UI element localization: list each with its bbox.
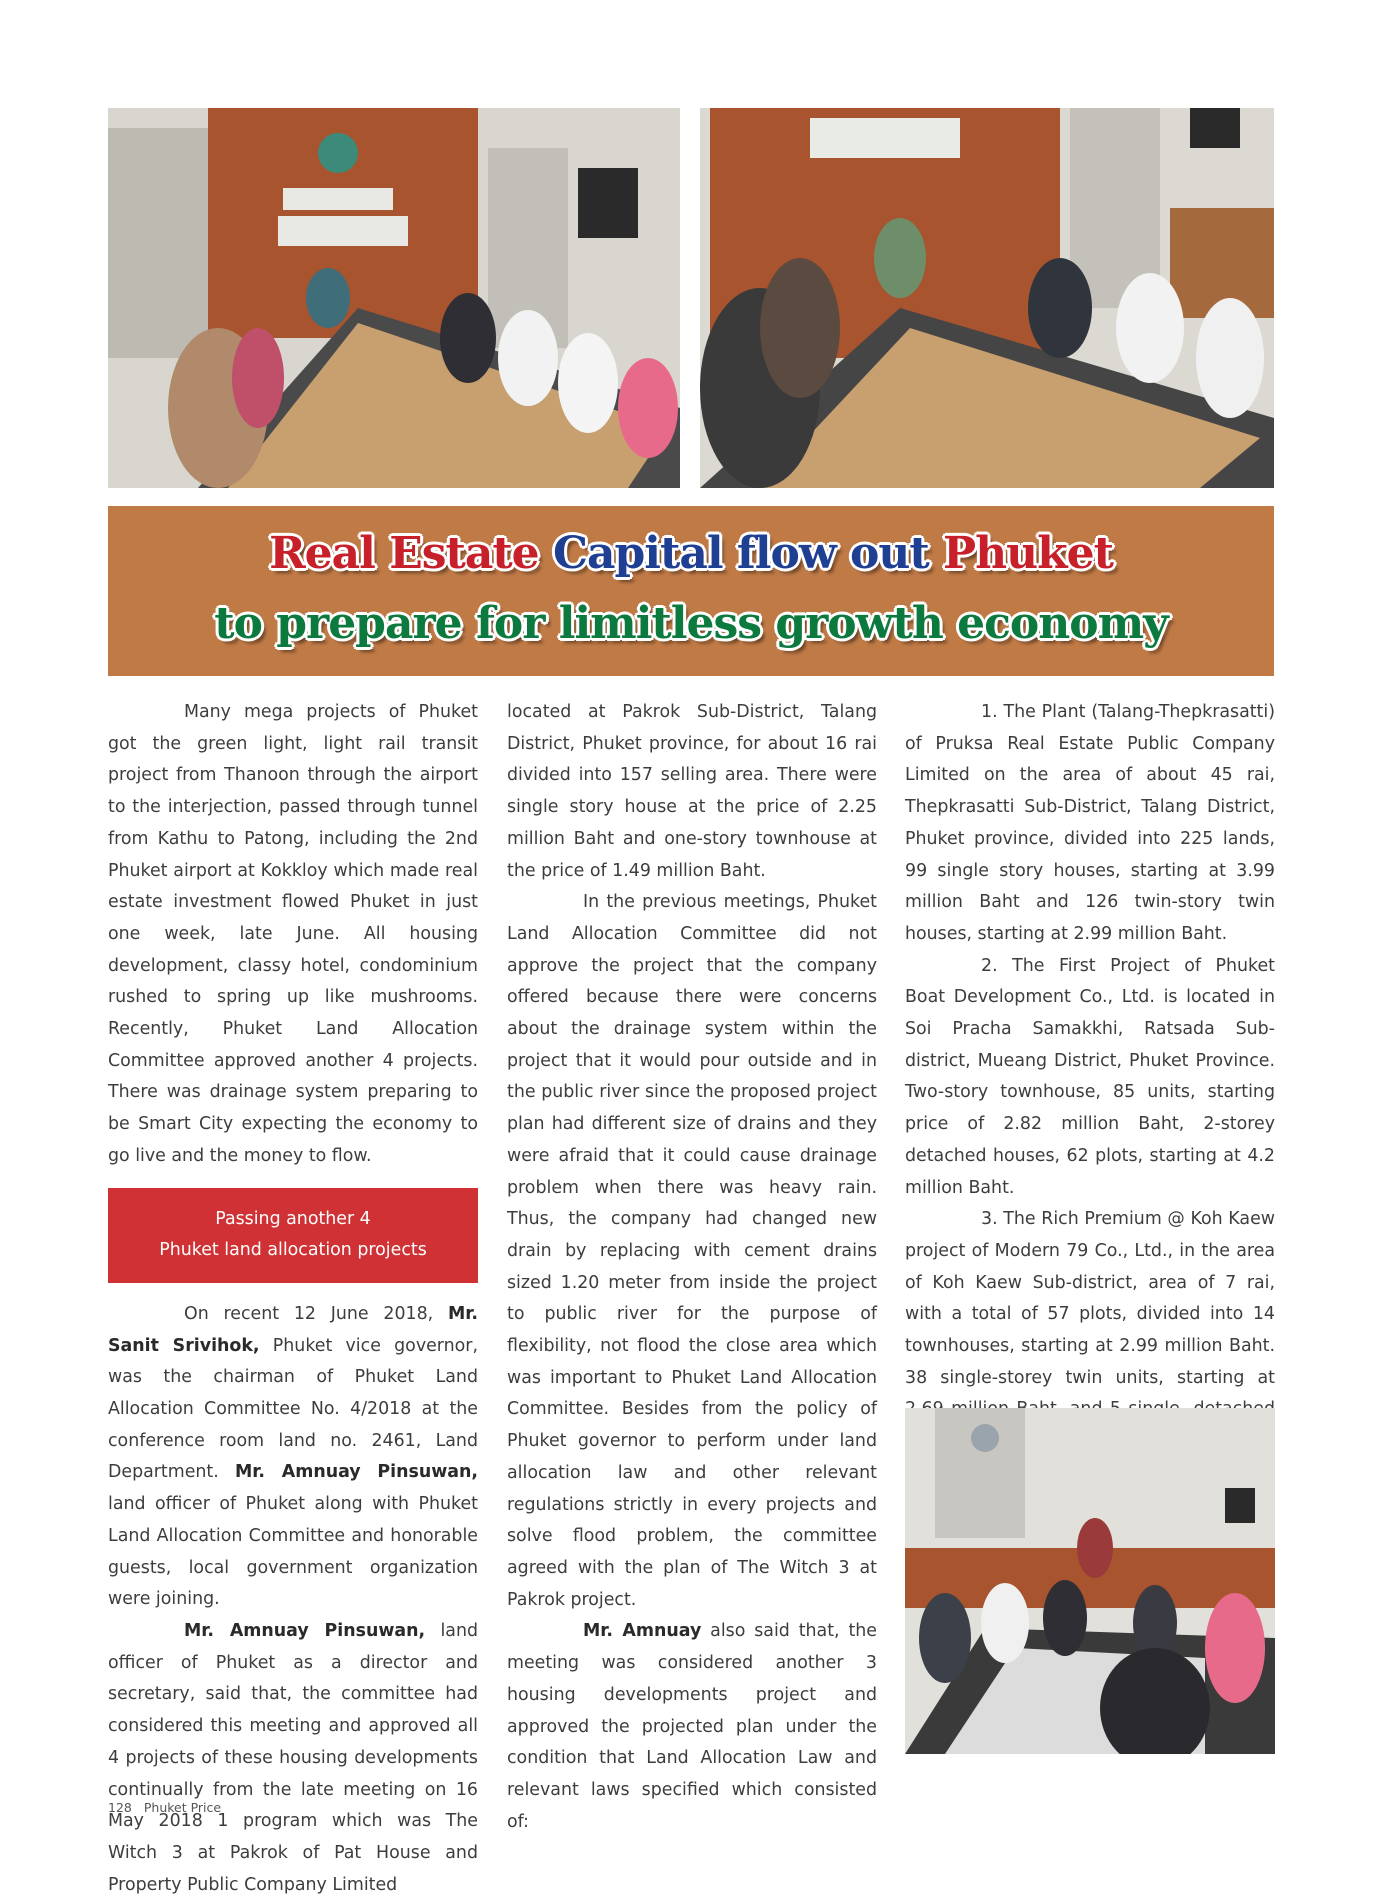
- title-banner: [108, 506, 1274, 676]
- article-column-1: [108, 697, 478, 1901]
- col1-p2-text-b: Phuket vice governor, was the chairman of Phuket Land Allocation Committee No. 4/2018 at the conference room land no. 2461, Land Department.: [108, 1335, 478, 1483]
- title-word-real-estate: Real Estate: [269, 528, 553, 579]
- col1-p2-text-c: land officer of Phuket along with Phuket Land Allocation Committee and honorable guests, local government organization were joining.: [108, 1494, 478, 1610]
- col3-paragraph-1: 1. The Plant (Talang-Thepkrasatti) of Pruksa Real Estate Public Company Limited on the area of about 45 rai, Thepkrasatti Sub-District, Talang District, Phuket province, divided into 225 lands, 99 single story houses, starting at 3.99 million Baht and 126 twin-story twin houses, starting at 2.99 million Baht.: [905, 702, 1275, 944]
- col2-p3-text: also said that, the meeting was considered another 3 housing developments project and approved the projected plan under the condition that Land Allocation Law and relevant laws specified which consisted of:: [507, 1621, 877, 1832]
- person-name-amnuay-2: Mr. Amnuay Pinsuwan,: [184, 1620, 426, 1641]
- col1-paragraph-2: [108, 1299, 478, 1616]
- title-word-capital-flow-out: Capital flow out: [552, 528, 944, 579]
- title-word-phuket: Phuket: [943, 528, 1113, 579]
- person-name-amnuay: Mr. Amnuay Pinsuwan,: [235, 1462, 478, 1483]
- col2-paragraph-1: located at Pakrok Sub-District, Talang District, Phuket province, for about 16 rai divided into 157 selling area. There were single story house at the price of 2.25 million Baht and one-story townhouse at the price of 1.49 million Baht.: [507, 702, 877, 881]
- article-column-3: [905, 697, 1275, 1490]
- col2-paragraph-2: In the previous meetings, Phuket Land Allocation Committee did not approve the project that the company offered because there were concerns about the drainage system within the project that it would pour outside and in the public river since the proposed project plan had different size of drains and they were afraid that it could cause drainage problem when there was heavy rain. Thus, the company had changed new drain by replacing with cement drains sized 1.20 meter from inside the project to public river for the purpose of flexibility, not flood the close area which was important to Phuket Land Allocation Committee. Besides from the policy of Phuket governor to perform under land allocation law and other relevant regulations strictly in every projects and solve flood problem, the committee agreed with the plan of The Witch 3 at Pakrok project.: [507, 892, 877, 1610]
- person-name-sanit: Mr. Sanit Srivihok,: [108, 1303, 478, 1356]
- col3-paragraph-2: 2. The First Project of Phuket Boat Development Co., Ltd. is located in Soi Pracha Samakkhi, Ratsada Sub-district, Mueang District, Phuket Province. Two-story townhouse, 85 units, starting price of 2.82 million Baht, 2-storey detached houses, 62 plots, starting at 4.2 million Baht.: [905, 955, 1275, 1198]
- subheading-line-1: Passing another 4: [215, 1208, 371, 1229]
- col1-paragraph-3: [108, 1616, 478, 1901]
- title-line-1: [108, 528, 1274, 579]
- publication-name: Phuket Price: [143, 1800, 222, 1815]
- title-line-2: to prepare for limitless growth economy: [214, 598, 1168, 649]
- subheading-box: [108, 1188, 478, 1283]
- meeting-photo-bottom: [905, 1408, 1275, 1754]
- meeting-photo-right: [700, 108, 1274, 488]
- article-column-2: [507, 697, 877, 1838]
- col1-p3-text: land officer of Phuket as a director and secretary, said that, the committee had considered this meeting and approved all 4 projects of these housing developments continually from the late meeting on 16 May 2018 1 program which was The Witch 3 at Pakrok of Pat House and Property Public Company Limited: [108, 1620, 479, 1895]
- col3-paragraph-3: 3. The Rich Premium @ Koh Kaew project of Modern 79 Co., Ltd., in the area of Koh Kaew Sub-district, area of 7 rai, with a total of 57 plots, divided into 14 townhouses, starting at 2.99 million Baht. 38 single-storey twin units, starting at: [905, 1209, 1275, 1388]
- col2-paragraph-3: [507, 1616, 877, 1838]
- page-number: 128: [108, 1800, 132, 1815]
- subheading-line-2: Phuket land allocation projects: [159, 1240, 427, 1261]
- col1-paragraph-1: Many mega projects of Phuket got the green light, light rail transit project from Thanoon through the airport to the interjection, passed through tunnel from Kathu to Patong, including the 2nd Phuket airport at Kokkloy which made real estate investment flowed Phuket in just one week, late June. All housing development, classy hotel, condominium rushed to spring up like mushrooms. Recently, Phuket Land Allocation Committee approved another 4 projects. There was drainage system preparing to be Smart City expecting the economy to go live and the money to flow.: [108, 702, 478, 1166]
- person-name-amnuay-3: Mr. Amnuay: [583, 1621, 702, 1642]
- page-footer: [108, 1800, 233, 1815]
- meeting-photo-left: [108, 108, 680, 488]
- col1-p2-text-a: On recent 12 June 2018,: [184, 1303, 448, 1324]
